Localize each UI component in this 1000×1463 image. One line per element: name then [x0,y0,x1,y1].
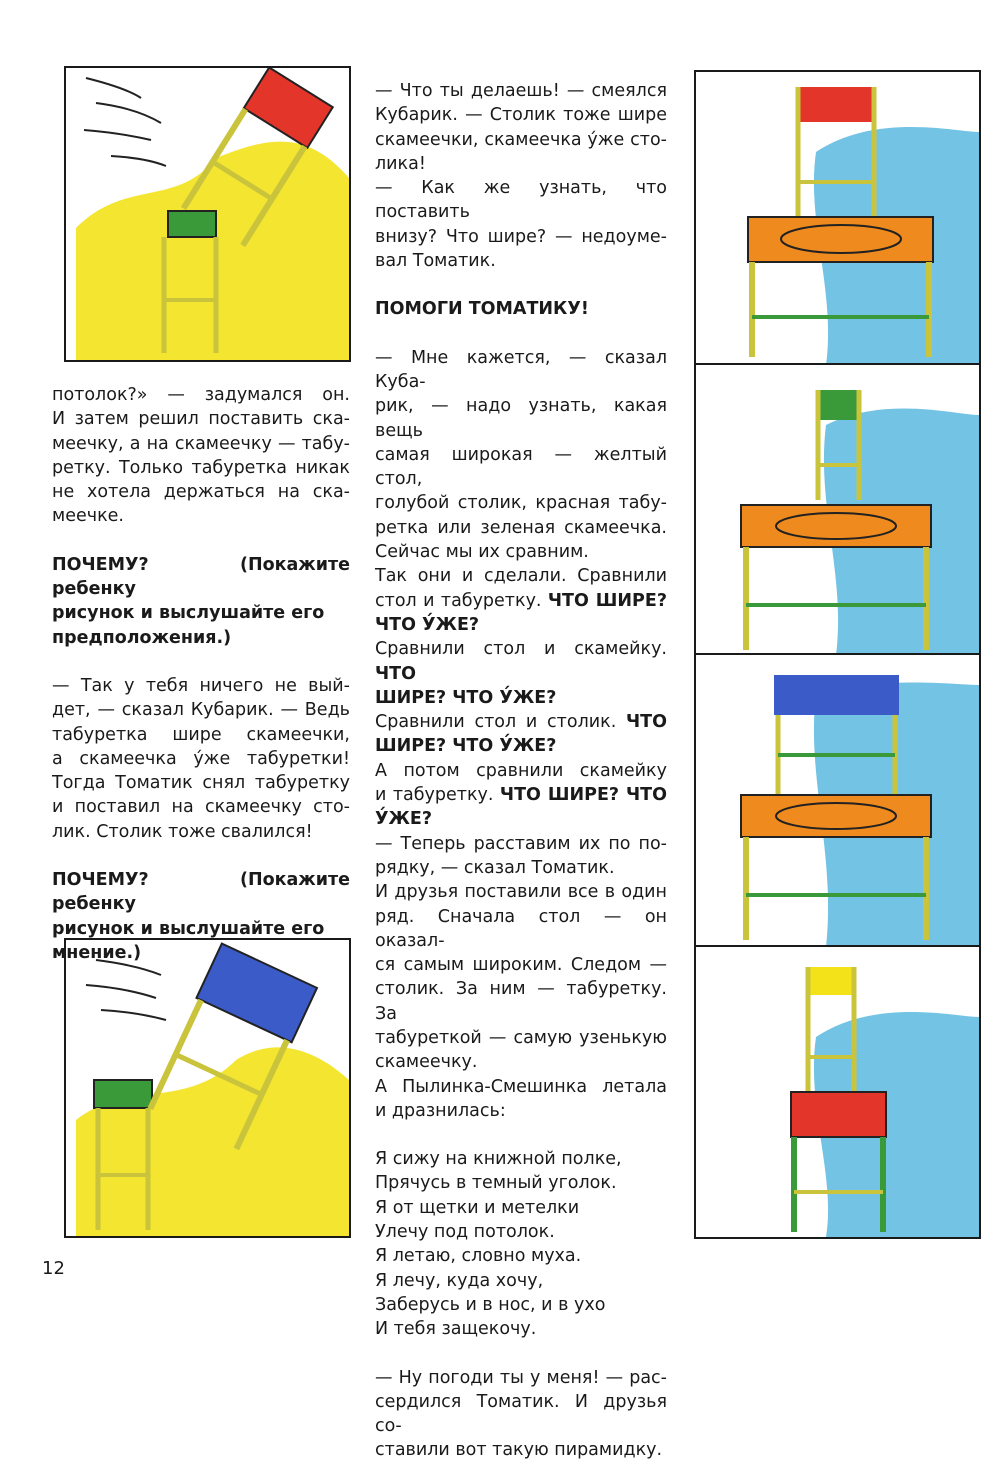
question-span: ЧТО [375,663,416,684]
text-line: — Теперь расставим их по по- [375,833,667,854]
text-line: меечку, а на скамеечку — табу- [52,433,350,454]
text-line: — Как же узнать, что поставить [375,178,667,223]
text-line: Сейчас мы их сравним. [375,542,589,563]
text-line: Тогда Томатик снял табуретку [52,773,350,794]
text-line: — Так у тебя ничего не вый- [52,675,350,696]
text-line: А Пылинка-Смешинка летала [375,1076,667,1097]
text-line: рик, — надо узнать, какая вещь [375,396,667,441]
text-line: ретка или зеленая скамеечка. [375,517,667,538]
question-span: ЧТО [626,712,667,733]
text-line: самая широкая — желтый стол, [375,444,667,490]
poem-line: Я лечу, куда хочу, [375,1270,544,1291]
text-span: Сравнили стол и скамейку. [375,639,667,660]
question-line: рисунок и выслушайте его [52,603,325,624]
question-line: рисунок и выслушайте его [52,918,325,939]
poem-line: Я летаю, словно муха. [375,1246,582,1267]
poem-line: Прячусь в темный уголок. [375,1173,617,1194]
text-line: — Мне кажется, — сказал Куба- [375,347,667,392]
text-line: И затем решил поставить ска- [52,409,350,430]
text-line: не хотела держаться на ска- [52,482,350,503]
text-span: Сравнили стол и столик. [375,712,617,733]
text-line: ся самым широким. Следом — [375,955,667,976]
poem-line: Заберусь и в нос, и в ухо [375,1294,606,1315]
text-line: голубой столик, красная табу- [375,493,667,514]
question-line: ШИРЕ? ЧТО У́ЖЕ? [375,687,557,708]
page-number: 12 [42,1258,65,1279]
text-span: и табуретку. [375,785,494,806]
text-line: потолок?» — задумался он. [52,385,350,405]
text-line: лика! [375,153,426,174]
text-line: и поставил на скамеечку сто- [52,797,350,818]
text-line: табуреткой — самую узенькую [375,1027,667,1048]
illustration-table-with-small-table [694,653,981,949]
text-line: а скамеечка у́же табуретки! [52,748,350,769]
text-line [375,710,667,734]
text-span: стол и табуретку. [375,590,542,611]
question-span: ЧТО ШИРЕ? ЧТО [499,785,667,806]
illustration-table-with-stool [694,70,981,367]
text-line: рядку, — сказал Томатик. [375,857,615,878]
text-line: вал Томатик. [375,251,496,272]
text-line [375,783,667,807]
text-line: внизу? Что шире? — недоуме- [375,226,667,247]
text-line: меечке. [52,506,124,527]
left-column-text [52,383,350,965]
text-line: — Что ты делаешь! — смеялся [375,81,667,101]
question-span: ЧТО ШИРЕ? [547,590,667,611]
question-line: ЧТО У́ЖЕ? [375,614,480,635]
text-line: и дразнилась: [375,1100,506,1121]
question-line: У́ЖЕ? [375,809,433,830]
text-line: — Ну погоди ты у меня! — рас- [375,1367,667,1388]
illustration-table-with-bench [694,363,981,657]
text-line: Кубарик. — Столик тоже шире [375,105,667,126]
poem-line: Я сижу на книжной полке, [375,1149,622,1170]
illustration-small-table-falling [64,938,351,1238]
question-line: ШИРЕ? ЧТО У́ЖЕ? [375,736,557,757]
middle-column-text [375,79,667,1463]
text-line: табуретка шире скамеечки, [52,724,350,745]
text-line: ставили вот такую пирамидку. [375,1440,663,1461]
text-line: лик. Столик тоже свалился! [52,821,313,842]
illustration-stool-falling [64,66,351,362]
poem-line: И тебя защекочу. [375,1319,537,1340]
text-line: ряд. Сначала стол — он оказал- [375,906,667,951]
section-heading: ПОМОГИ ТОМАТИКУ! [375,299,589,320]
poem-line: Улечу под потолок. [375,1222,555,1243]
question-line: мнение.) [52,942,142,963]
text-line: Так они и сделали. Сравнили [375,566,667,587]
text-line: А потом сравнили скамейку [375,760,667,781]
text-line: столик. За ним — табуретку. За [375,979,667,1024]
text-line: И друзья поставили все в один [375,882,667,903]
poem-line: Я от щетки и метелки [375,1197,580,1218]
text-line: ретку. Только табуретка никак [52,457,350,478]
text-line: скамеечку. [375,1052,478,1073]
question-line: предположения.) [52,627,232,648]
text-line: дет, — сказал Кубарик. — Ведь [52,700,350,721]
text-line: сердился Томатик. И друзья со- [375,1391,667,1437]
question-line: ПОЧЕМУ? (Покажите ребенку [52,554,350,600]
text-line [375,637,667,686]
text-line: скамеечки, скамеечка у́же сто- [375,129,667,150]
illustration-stool-with-bench [694,945,981,1239]
text-line [375,589,667,613]
question-line: ПОЧЕМУ? (Покажите ребенку [52,870,350,915]
